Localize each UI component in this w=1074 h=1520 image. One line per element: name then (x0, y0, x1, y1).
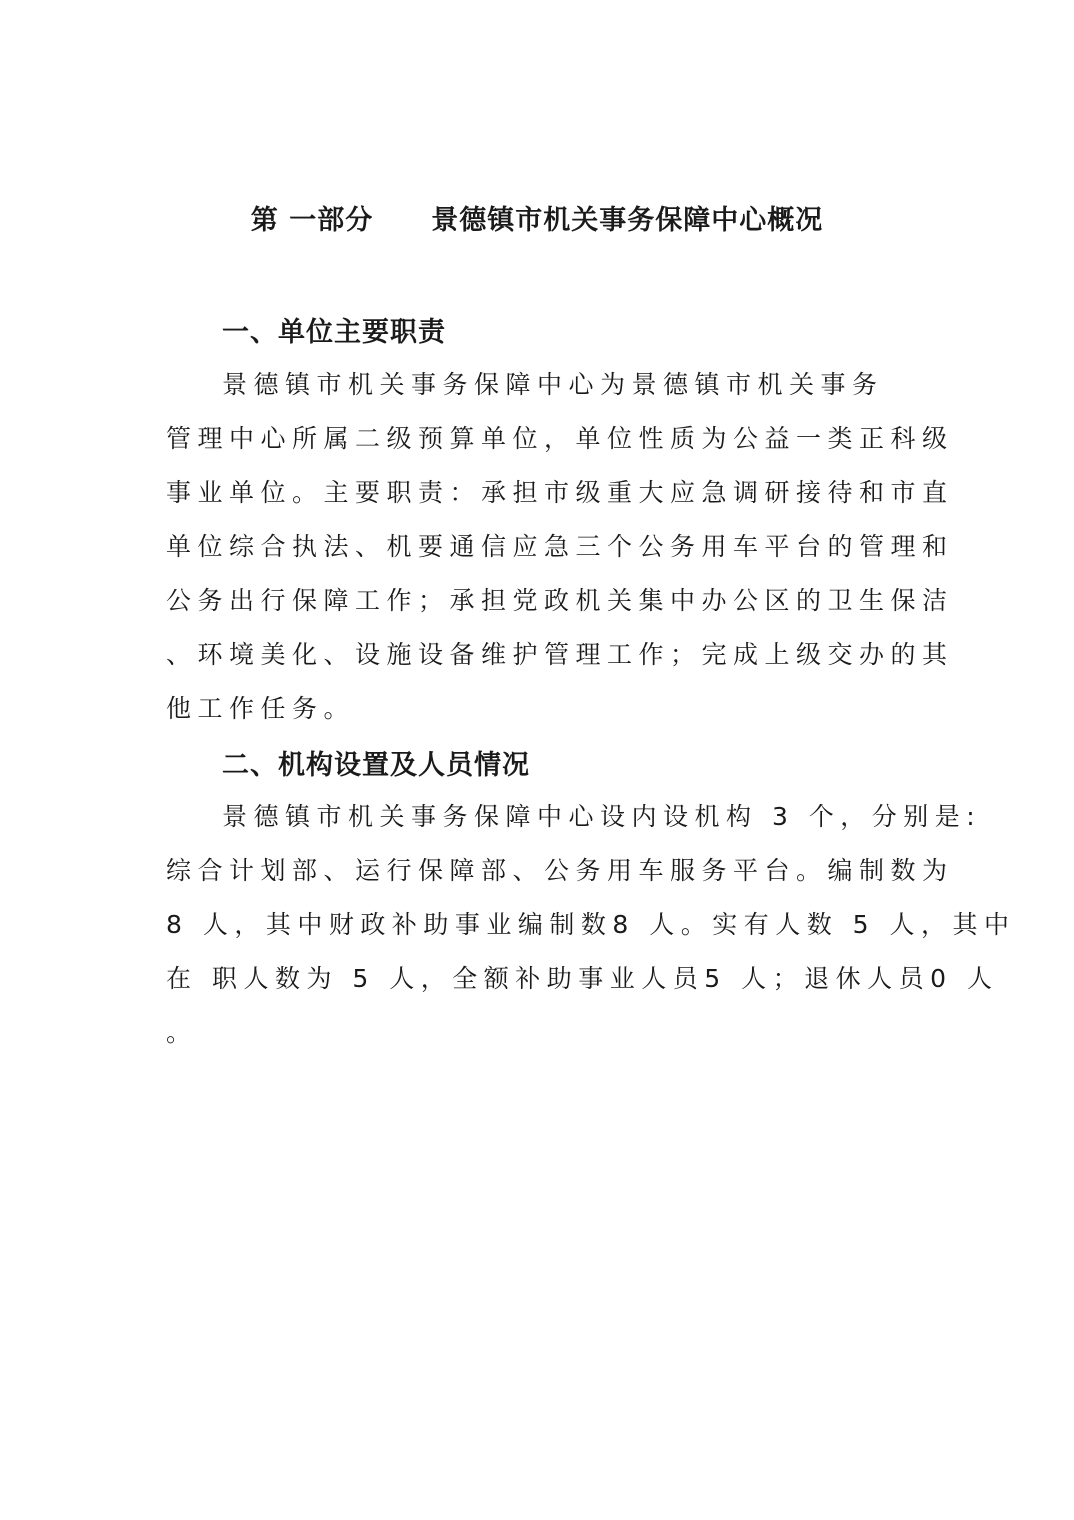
paragraph-organization (166, 790, 1016, 1060)
paragraph-line: 景德镇市机关事务保障中心设内设机构 3 个，分别是: (222, 802, 982, 831)
section-heading-organization: 二、机构设置及人员情况 (222, 750, 530, 781)
page-title (0, 198, 1074, 237)
paragraph-line: 。 (166, 1018, 198, 1047)
paragraph-line: 公务出行保障工作；承担党政机关集中办公区的卫生保洁 (166, 586, 954, 615)
paragraph-line: 管理中心所属二级预算单位，单位性质为公益一类正科级 (166, 424, 954, 453)
paragraph-line: 综合计划部、运行保障部、公务用车服务平台。编制数为 (166, 856, 954, 885)
section-heading-duties: 一、单位主要职责 (222, 317, 446, 348)
paragraph-duties (166, 358, 954, 736)
title-part-label: 第 一部分 (250, 205, 374, 236)
paragraph-line: 事业单位。主要职责：承担市级重大应急调研接待和市直 (166, 478, 954, 507)
paragraph-line: 单位综合执法、机要通信应急三个公务用车平台的管理和 (166, 532, 954, 561)
paragraph-line: 在 职人数为 5 人，全额补助事业人员5 人；退休人员0 人 (166, 964, 999, 993)
paragraph-line: 他工作任务。 (166, 694, 356, 723)
title-text: 景德镇市机关事务保障中心概况 (431, 205, 824, 236)
paragraph-line: 景德镇市机关事务保障中心为景德镇市机关事务 (222, 370, 884, 399)
paragraph-line: 8 人，其中财政补助事业编制数8 人。实有人数 5 人，其中 (166, 910, 1016, 939)
paragraph-line: 、环境美化、设施设备维护管理工作；完成上级交办的其 (166, 640, 954, 669)
